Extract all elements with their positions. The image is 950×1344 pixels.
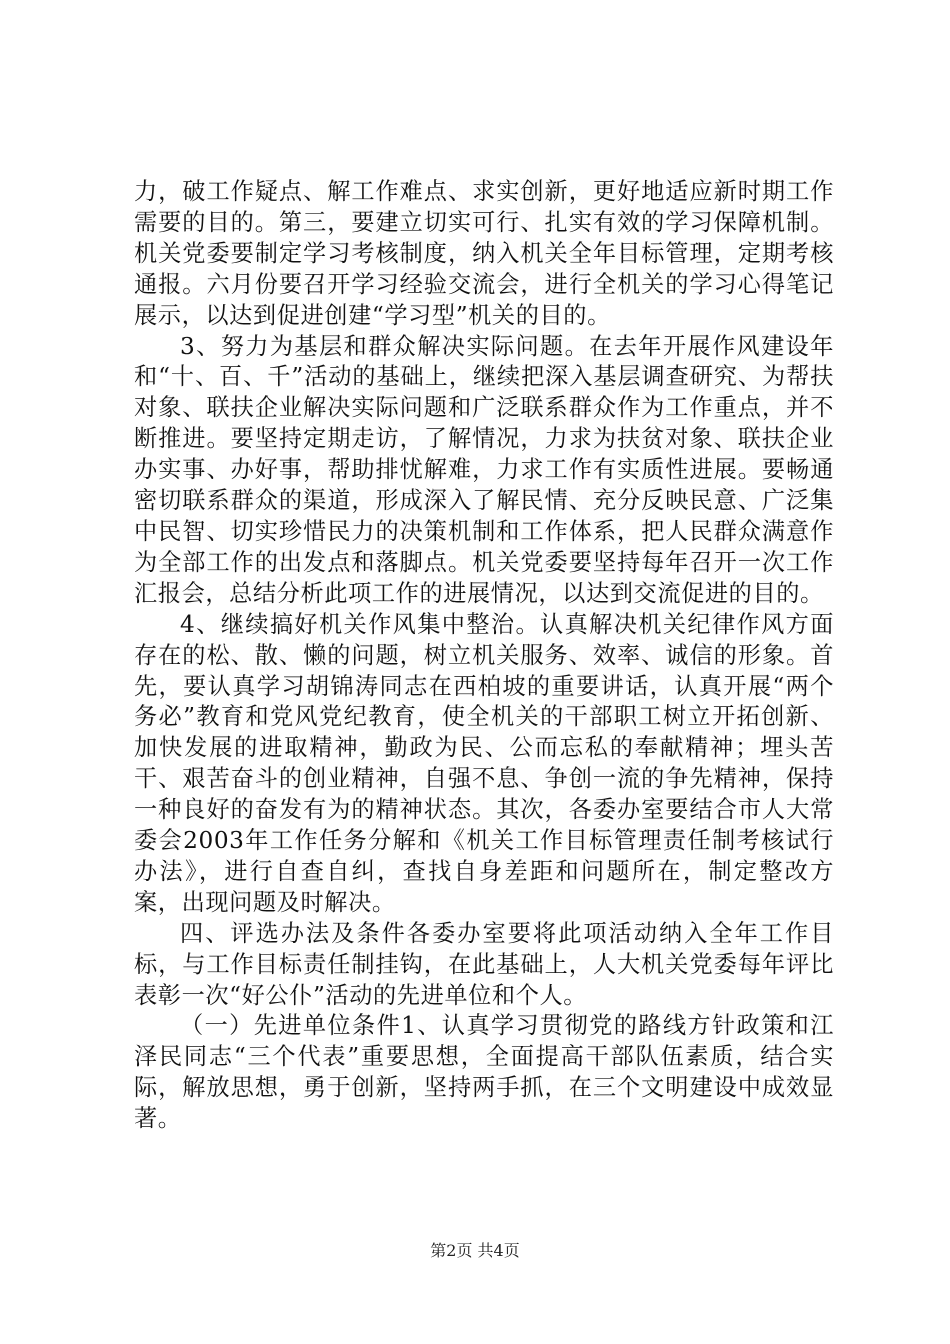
document-body [134,177,834,1135]
paragraph-continuation: 力，破工作疑点、解工作难点、求实创新，更好地适应新时期工作需要的目的。第三，要建立切实可行、扎实有效的学习保障机制。机关党委要制定学习考核制度，纳入机关全年目标管理，定期考核通报。六月份要召开学习经验交流会，进行全机关的学习心得笔记展示，以达到促进创建“学习型”机关的目的。 [134,178,834,329]
paragraph-subsection-1: （一）先进单位条件1、认真学习贯彻党的路线方针政策和江泽民同志“三个代表”重要思想，全面提高干部队伍素质，结合实际，解放思想，勇于创新，坚持两手抓，在三个文明建设中成效显著。 [134,1012,834,1133]
paragraph-item-4: 4、继续搞好机关作风集中整治。认真解决机关纪律作风方面存在的松、散、懒的问题，树立机关服务、效率、诚信的形象。首先，要认真学习胡锦涛同志在西柏坡的重要讲话，认真开展“两个务必”教育和党风党纪教育，使全机关的干部职工树立开拓创新、加快发展的进取精神，勤政为民、公而忘私的奉献精神；埋头苦干、艰苦奋斗的创业精神，自强不息、争创一流的争先精神，保持一种良好的奋发有为的精神状态。其次，各委办室要结合市人大常委会2003年工作任务分解和《机关工作目标管理责任制考核试行办法》，进行自查自纠，查找自身差距和问题所在，制定整改方案，出现问题及时解决。 [134,610,834,916]
paragraph-item-3: 3、努力为基层和群众解决实际问题。在去年开展作风建设年和“十、百、千”活动的基础上，继续把深入基层调查研究、为帮扶对象、联扶企业解决实际问题和广泛联系群众作为工作重点，并不断推进。要坚持定期走访，了解情况，力求为扶贫对象、联扶企业办实事、办好事，帮助排忧解难，力求工作有实质性进展。要畅通密切联系群众的渠道，形成深入了解民情、充分反映民意、广泛集中民智、切实珍惜民力的决策机制和工作体系，把人民群众满意作为全部工作的出发点和落脚点。机关党委要坚持每年召开一次工作汇报会，总结分析此项工作的进展情况，以达到交流促进的目的。 [134,332,834,607]
paragraph-section-4: 四、评选办法及条件各委办室要将此项活动纳入全年工作目标，与工作目标责任制挂钩，在此基础上，人大机关党委每年评比表彰一次“好公仆”活动的先进单位和个人。 [134,919,834,1009]
page-number-footer: 第2页 共4页 [430,1241,520,1260]
